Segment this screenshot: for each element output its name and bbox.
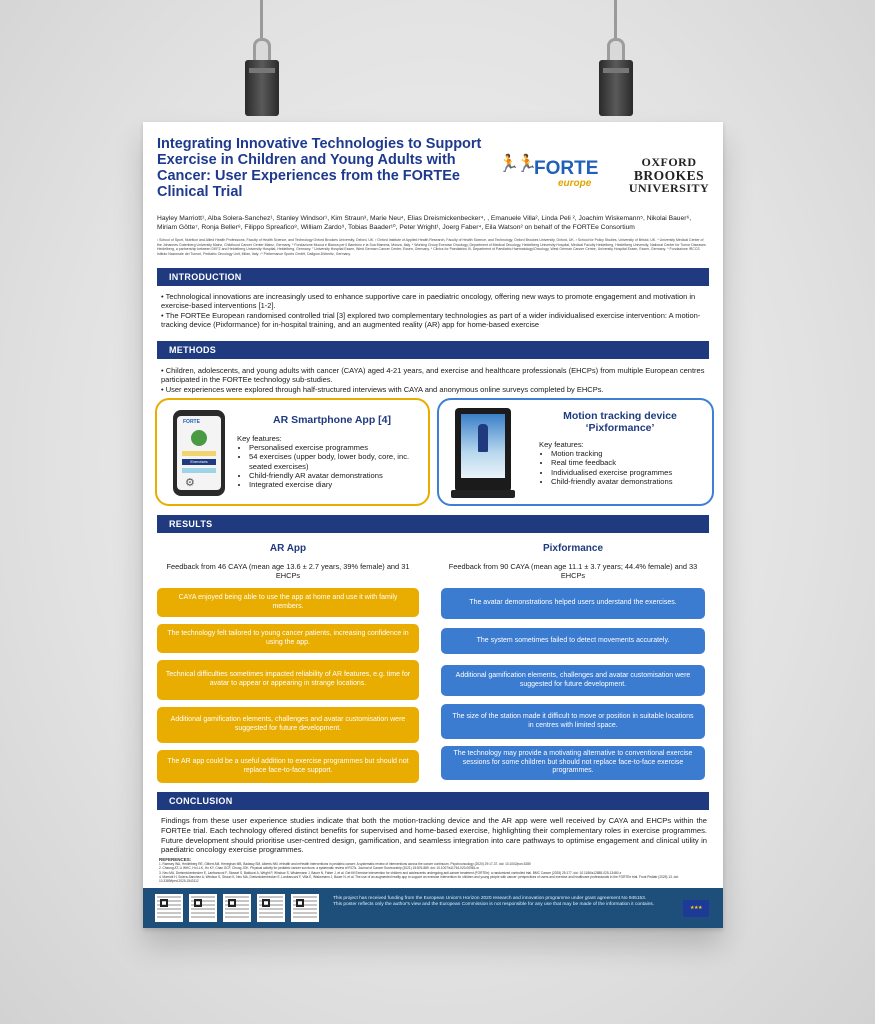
funding-text: This project has received funding from the European Union's Horizon 2020 research and innovation programme under grant agreement No 945153. bbox=[333, 896, 647, 901]
pixformance-finding: The avatar demonstrations helped users understand the exercises. bbox=[441, 588, 705, 619]
eu-flag-icon: ★★★ bbox=[683, 900, 709, 917]
qr-code-icon bbox=[155, 894, 183, 922]
oxford-logo-line1: OXFORD bbox=[641, 155, 697, 169]
introduction-heading: INTRODUCTION bbox=[157, 268, 709, 286]
pixformance-results-subtitle: Feedback from 90 CAYA (mean age 11.1 ± 3.7 years; 44.4% female) and 33 EHCPs bbox=[448, 562, 698, 580]
references-heading: REFERENCES: bbox=[159, 857, 192, 862]
qr-code-icon bbox=[189, 894, 217, 922]
ar-app-results-subtitle: Feedback from 46 CAYA (mean age 13.6 ± 2.7 years, 39% female) and 31 EHCPs bbox=[166, 562, 410, 580]
qr-code-icon bbox=[257, 894, 285, 922]
ar-app-key-features-label: Key features: bbox=[237, 434, 282, 443]
ar-app-feature: • 54 exercises (upper body, lower body, core, inc. seated exercises) bbox=[249, 452, 427, 470]
running-figures-icon: 🏃🏃 bbox=[498, 154, 535, 173]
pixformance-key-features-label: Key features: bbox=[539, 440, 584, 449]
ar-app-finding: The technology felt tailored to young cancer patients, increasing confidence in using the app. bbox=[157, 624, 419, 653]
results-heading: RESULTS bbox=[157, 515, 709, 533]
binder-clip-left bbox=[245, 38, 279, 116]
pixformance-feature: • Individualised exercise programmes bbox=[551, 468, 711, 477]
forte-europe-logo bbox=[498, 152, 618, 194]
introduction-point-2: • The FORTEe European randomised controlled trial [3] explored two complementary technologies as part of a wider individualised exercise intervention: A motion-tracking device (Pixformance) for in-hospital training, and an augmented reality (AR) app for home-based exercise bbox=[161, 310, 701, 329]
ar-app-results-title: AR App bbox=[269, 543, 307, 554]
poster-footer bbox=[143, 888, 723, 928]
pixformance-card bbox=[437, 398, 714, 506]
binder-clip-right bbox=[599, 38, 633, 116]
ar-app-finding: The AR app could be a useful addition to exercise programmes but should not replace face-to-face support. bbox=[157, 750, 419, 783]
motion-tracking-device-illustration bbox=[451, 408, 515, 498]
pixformance-finding: The technology may provide a motivating alternative to conventional exercise sessions for some children but should not replace face-to-face exercise programmes. bbox=[441, 746, 705, 780]
affiliations: ¹ School of Sport, Nutrition and Allied Health Professions, Faculty of Health Science, and Technology Oxford Brookes University, Oxford, UK. ² Oxford Institute of Applied Health Research, Faculty of Health Science, and Technology, Oxford Brookes University, Oxford, UK. ³ School for Policy Studies, University of Bristol, UK. ⁴ University Medical Center of the Johannes Gutenberg University Mainz, Childhood Cancer Center Mainz, Germany. ⁵ Fondazione Mucca e Bianca per il Bambino e la Sua Mamma, Monza, Italy. ⁶ Working Group Exercise Oncology, Department of Medical Oncology, Heidelberg University Hospital, Medical Faculty Heidelberg, Heidelberg University, National Center for Tumor Diseases Heidelberg, a partnership between DKFZ and Heidelberg University Hospital, Heidelberg, Germany. ⁷ University Hospital Essen, West German Cancer Center, Essen, Germany. ⁸ Clinics for Paediatrics III, Department of Paediatric Haematology/Oncology, West German Cancer Centre, University Hospital Essen, Essen, Germany. ⁹ Fondazione IRCCS Istituto Nazionale dei Tumori, Pediatric Oncology Unit, Milan, Italy. ¹⁰ Pixformance Sports GmbH, Dallgow-Döberitz, Germany. bbox=[157, 238, 706, 256]
ar-app-feature: • Integrated exercise diary bbox=[249, 480, 427, 489]
ar-app-card-title: AR Smartphone App [4] bbox=[272, 414, 392, 426]
gear-icon: ⚙ bbox=[185, 477, 195, 489]
conclusion-heading: CONCLUSION bbox=[157, 792, 709, 810]
reference-item: 4. Marriott H, Solera-Sanchez A, Windsor S, Straun K, Neu MA, Dreismickenbecker E, Lanfranconi F, Villa E, Wiskemann J, Bauer N, et al. The use of an augmented reality app to support an exercise intervention for children and young people with cancer: perspectives of users and exercise and healthcare professionals in the FORTEe trial. Front Pediatr (2025) 13. doi: 10.3389/fped.2025.1543112 bbox=[159, 874, 679, 884]
introduction-text bbox=[161, 292, 707, 329]
forte-logo-text: FORTE bbox=[534, 158, 599, 179]
pixformance-feature: • Motion tracking bbox=[551, 449, 711, 458]
ar-app-finding: Additional gamification elements, challenges and avatar customisation were suggested for future development. bbox=[157, 707, 419, 743]
ar-app-feature: • Child-friendly AR avatar demonstrations bbox=[249, 471, 427, 480]
methods-point-2: • User experiences were explored through half-structured interviews with CAYA and anonymous online surveys completed by EHCPs. bbox=[161, 384, 604, 394]
smartphone-illustration bbox=[173, 410, 225, 496]
pixformance-feature: • Real time feedback bbox=[551, 458, 711, 467]
pixformance-results-title: Pixformance bbox=[542, 543, 604, 554]
funding-statement bbox=[333, 896, 663, 909]
ar-app-card bbox=[155, 398, 430, 506]
reference-item: 2. Cheung AT, Li WHC, Ho LLK, Ho KY, Chan GCF, Chung JOK. Physical activity for pediatric cancer survivors: a systematic review of RCTs. Journal of Cancer Survivorship (2021) 15:876-889. doi: 10.1007/s11764-020-00981-w bbox=[159, 866, 479, 871]
forte-logo-subtext: europe bbox=[558, 178, 592, 189]
pixformance-features bbox=[539, 440, 711, 486]
oxford-logo-line2: BROOKES bbox=[633, 168, 705, 183]
pixformance-finding: Additional gamification elements, challenges and avatar customisation were suggested for future development. bbox=[441, 665, 705, 696]
pixformance-card-title: Motion tracking device ‘Pixformance’ bbox=[563, 410, 677, 434]
author-list: Hayley Marriott¹, Alba Solera-Sanchez¹, Stanley Windsor¹, Kim Straun³, Marie Neu⁴, Elias Dreismickenbecker⁴, , Emanuele Villa², Linda Peli ², Joachim Wiskemann⁵, Nikolai Bauer⁶, Miriam Götte⁷, Ronja Beller⁸, Filippo Spreafico⁸, William Zardo⁹, Tobias Baader¹⁰, Peter Wright¹, Joerg Faber⁴, Eila Watson² on behalf of the FORTEe Consortium bbox=[157, 215, 692, 231]
references bbox=[159, 858, 707, 883]
phone-exercise-button: Exercises bbox=[182, 459, 216, 465]
ar-app-feature: • Personalised exercise programmes bbox=[249, 443, 427, 452]
conclusion-text: Findings from these user experience studies indicate that both the motion-tracking device and the AR app were well received by CAYA and EHCPs within the FORTEe trial. Each technology offered distinct benefits for supervised and home-based exercise, highlighting their complementary roles in exercise programmes. Future development should prioritise user-centred design, gamification, and seamless integration into care pathways to optimise engagement and clinical utility in paediatric oncology exercise programmes. bbox=[161, 816, 707, 855]
methods-text bbox=[161, 366, 707, 394]
disclaimer-text: This poster reflects only the author's view and the European Commission is not responsible for any use that may be made of the information it contains. bbox=[333, 902, 655, 908]
oxford-brookes-logo bbox=[621, 156, 717, 195]
pixformance-finding: The size of the station made it difficult to move or position in suitable locations in centres with limited space. bbox=[441, 704, 705, 739]
qr-code-icon bbox=[291, 894, 319, 922]
poster-title: Integrating Innovative Technologies to Support Exercise in Children and Young Adults with Cancer: User Experiences from the FORTEe Clinical Trial bbox=[157, 136, 482, 200]
avatar-icon bbox=[191, 430, 207, 446]
ar-app-finding: Technical difficulties sometimes impacted reliability of AR features, e.g. time for avatar to appear or appearing in strange locations. bbox=[157, 660, 419, 700]
pixformance-finding: The system sometimes failed to detect movements accurately. bbox=[441, 628, 705, 654]
ar-app-finding: CAYA enjoyed being able to use the app at home and use it with family members. bbox=[157, 588, 419, 617]
oxford-logo-line3: UNIVERSITY bbox=[628, 181, 710, 195]
ar-app-features bbox=[237, 434, 427, 489]
reference-item: 3. Neu MA, Dreismickenbecker E, Lanfranconi F, Stossel S, Balduzzi A, Wright P, Windsor S, Wiskemann J, Bauer N, Faber J, et al. Get fit! Exercise intervention for children and adolescents undergoing anti-cancer treatment (FORTEe): a randomized controlled trial. BMC Cancer (2025) 25:177. doi: 10.1186/s12885-025-13480-x bbox=[159, 870, 622, 875]
methods-point-1: • Children, adolescents, and young adults with cancer (CAYA) aged 4-21 years, and exercise and healthcare professionals (EHCPs) from multiple European centres participated in the FORTEe technology sub-studies. bbox=[161, 366, 705, 385]
methods-heading: METHODS bbox=[157, 341, 709, 359]
avatar-figure-icon bbox=[478, 424, 488, 452]
poster bbox=[143, 122, 723, 928]
pixformance-feature: • Child-friendly avatar demonstrations bbox=[551, 477, 711, 486]
qr-code-icon bbox=[223, 894, 251, 922]
phone-brand-label: FORTE bbox=[183, 419, 200, 425]
introduction-point-1: • Technological innovations are increasingly used to enhance supportive care in paediatric oncology, offering new ways to promote engagement and motivation in exercise-based interventions [1-2]. bbox=[161, 292, 696, 311]
reference-item: 1. Ramsey WA, Heidelberg RE, Gilbert AM, Heneghan MB, Badawy SM, Alberts NM. eHealth and mHealth interventions in pediatric cancer: A systematic review of interventions across the cancer continuum. Psychooncology (2020) 29:17-37. doi: 10.1002/pon.5280 bbox=[159, 862, 531, 867]
